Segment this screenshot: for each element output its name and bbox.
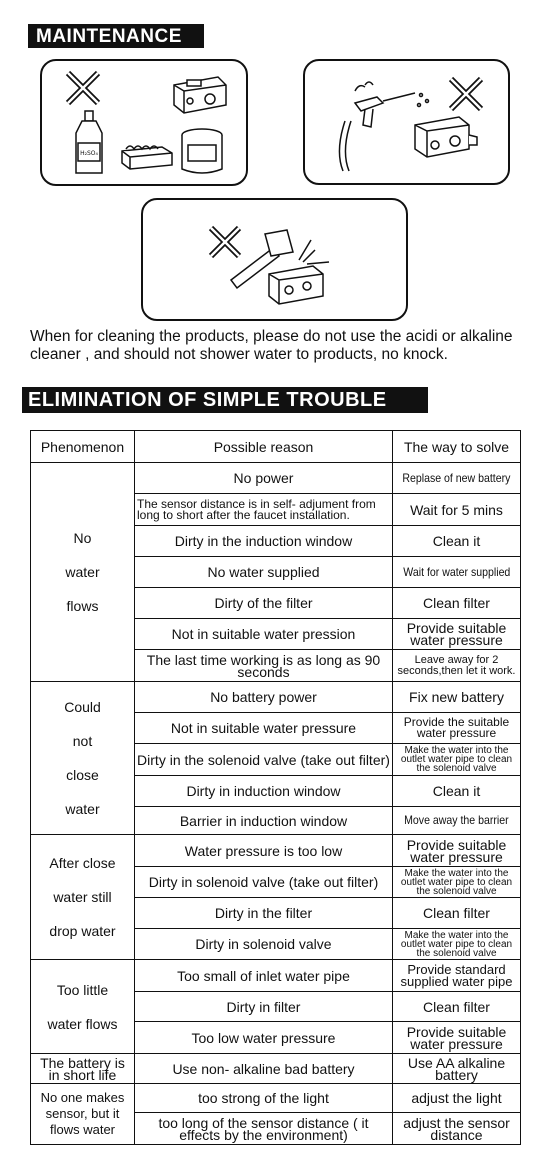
solution-cell: Make the water into the outlet water pipe to clean the solenoid valve <box>393 744 521 776</box>
reason-cell: No water supplied <box>135 557 393 588</box>
solution-cell: Clean filter <box>393 992 521 1022</box>
solution-cell: adjust the light <box>393 1084 521 1113</box>
reason-cell: No battery power <box>135 682 393 713</box>
prohibited-x-icon <box>68 73 98 103</box>
no-water-spray-illustration <box>303 59 510 185</box>
table-row <box>31 960 521 992</box>
solution-cell: Use AA alkaline battery <box>393 1054 521 1084</box>
trouble-heading: ELIMINATION OF SIMPLE TROUBLE <box>22 387 428 413</box>
solution-cell: Provide suitable water pressure <box>393 835 521 867</box>
phenomenon-cell: No water flows <box>31 463 135 682</box>
reason-cell: Dirty in filter <box>135 992 393 1022</box>
reason-cell: Dirty of the filter <box>135 588 393 619</box>
prohibited-x-icon <box>451 79 481 109</box>
detergent-tub-icon <box>182 129 222 173</box>
no-knock-illustration <box>141 198 408 321</box>
solution-cell: Provide standard supplied water pipe <box>393 960 521 992</box>
reason-cell: Too low water pressure <box>135 1022 393 1054</box>
solution-cell: Clean it <box>393 776 521 807</box>
reason-cell: Too small of inlet water pipe <box>135 960 393 992</box>
solution-cell: Clean filter <box>393 898 521 929</box>
reason-cell: Dirty in solenoid valve <box>135 929 393 960</box>
cleaning-powder-icon <box>122 146 172 169</box>
reason-cell: Use non- alkaline bad battery <box>135 1054 393 1084</box>
phenomenon-cell: Too little water flows <box>31 960 135 1054</box>
reason-cell: too strong of the light <box>135 1084 393 1113</box>
header-reason: Possible reason <box>135 431 393 463</box>
table-row <box>31 682 521 713</box>
solution-cell: Fix new battery <box>393 682 521 713</box>
solution-cell: Move away the barrier <box>393 807 521 835</box>
solution-cell: Wait for 5 mins <box>393 494 521 526</box>
reason-cell: Dirty in solenoid valve (take out filter) <box>135 867 393 898</box>
reason-cell: Dirty in the solenoid valve (take out filter) <box>135 744 393 776</box>
reason-cell: Barrier in induction window <box>135 807 393 835</box>
no-chemicals-illustration <box>40 59 248 186</box>
svg-text:H₂SO₄: H₂SO₄ <box>80 150 98 157</box>
reason-cell: The last time working is as long as 90 seconds <box>135 650 393 682</box>
acid-bottle-icon <box>76 111 102 173</box>
solution-cell: Leave away for 2 seconds,then let it work. <box>393 650 521 682</box>
solution-cell: Provide the suitable water pressure <box>393 713 521 744</box>
prohibited-x-icon <box>211 228 239 256</box>
reason-cell: too long of the sensor distance ( it effects by the environment) <box>135 1113 393 1145</box>
solution-cell: Clean it <box>393 526 521 557</box>
maintenance-note: When for cleaning the products, please do not use the acidi or alkaline cleaner , and should not shower water to products, no knock. <box>30 328 513 363</box>
header-solution: The way to solve <box>393 431 521 463</box>
phenomenon-cell: After close water still drop water <box>31 835 135 960</box>
solution-cell: adjust the sensor distance <box>393 1113 521 1145</box>
table-header-row <box>31 431 521 463</box>
solution-cell: Make the water into the outlet water pipe to clean the solenoid valve <box>393 929 521 960</box>
phenomenon-cell: No one makes sensor, but it flows water <box>31 1084 135 1145</box>
solution-cell: Replase of new battery <box>393 463 521 494</box>
solution-cell: Wait for water supplied <box>393 557 521 588</box>
reason-cell: Dirty in induction window <box>135 776 393 807</box>
reason-cell: Water pressure is too low <box>135 835 393 867</box>
reason-cell: Not in suitable water pression <box>135 619 393 650</box>
table-row <box>31 835 521 867</box>
reason-cell: The sensor distance is in self- adjument from long to short after the faucet installation. <box>135 494 393 526</box>
solution-cell: Make the water into the outlet water pipe to clean the solenoid valve <box>393 867 521 898</box>
trouble-table <box>30 430 521 1145</box>
solution-cell: Provide suitable water pressure <box>393 1022 521 1054</box>
maintenance-heading: MAINTENANCE <box>28 24 204 48</box>
phenomenon-cell: The battery is in short life <box>31 1054 135 1084</box>
header-phenomenon: Phenomenon <box>31 431 135 463</box>
control-box-icon <box>174 77 226 113</box>
reason-cell: No power <box>135 463 393 494</box>
reason-cell: Not in suitable water pressure <box>135 713 393 744</box>
phenomenon-cell: Could not close water <box>31 682 135 835</box>
table-row <box>31 1054 521 1084</box>
solution-cell: Clean filter <box>393 588 521 619</box>
table-row <box>31 463 521 494</box>
reason-cell: Dirty in the filter <box>135 898 393 929</box>
reason-cell: Dirty in the induction window <box>135 526 393 557</box>
table-row <box>31 1084 521 1113</box>
solution-cell: Provide suitable water pressure <box>393 619 521 650</box>
control-box-icon <box>415 117 477 157</box>
